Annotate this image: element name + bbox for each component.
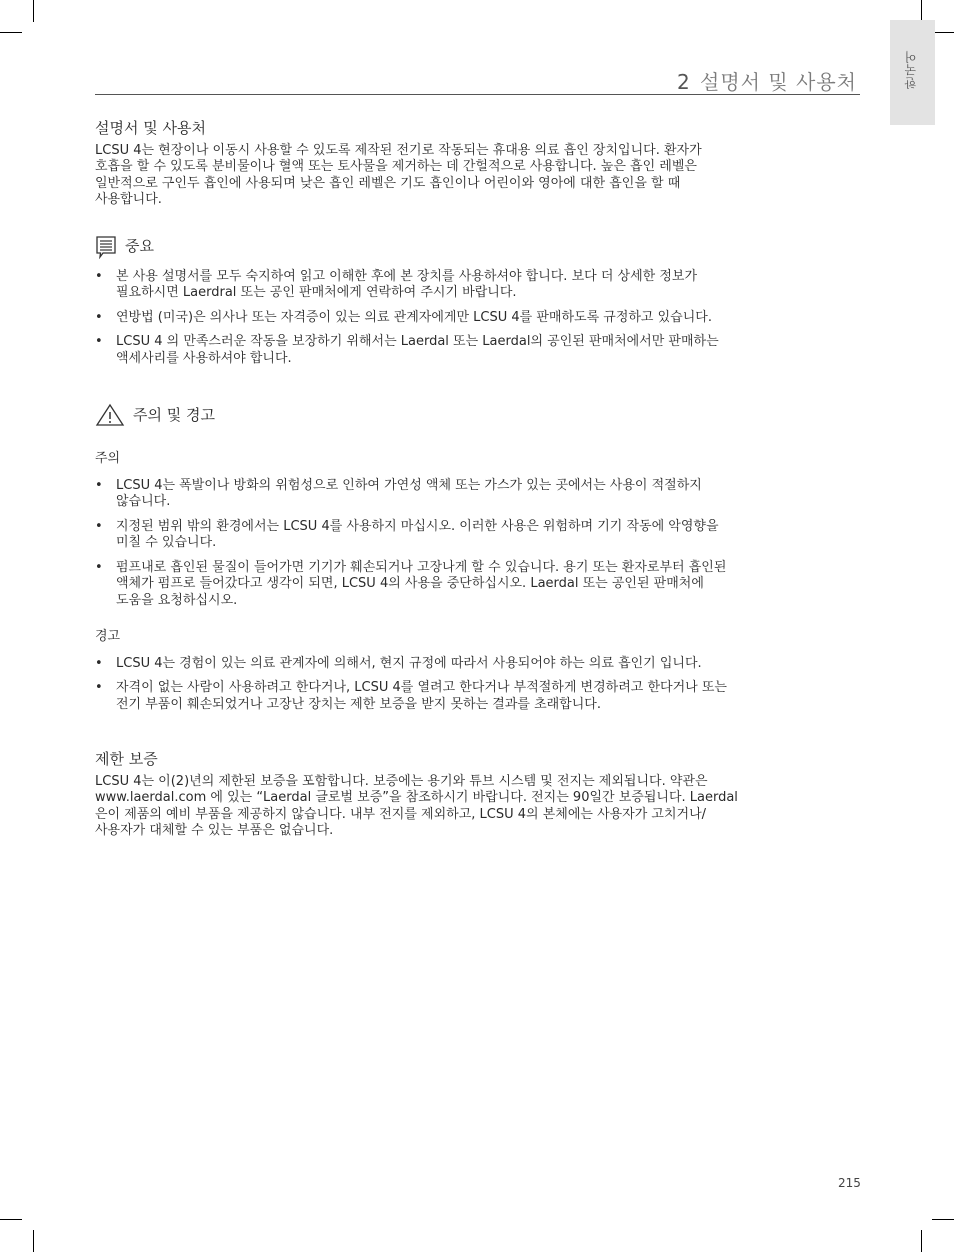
crop-mark [932,32,954,33]
cautions-warnings-section [95,403,855,713]
text-line: 도움을 요청하십시오. [116,592,238,608]
page-number: 215 [838,1176,861,1190]
text-line: LCSU 4는 경험이 있는 의료 관계자에 의해서, 현지 규정에 따라서 사용되어야 하는 의료 흡인기 입니다. [116,655,702,671]
warranty-text [95,774,855,840]
header-divider [95,94,860,95]
list-item [95,519,855,552]
warning-label: 경고 [95,629,121,644]
warranty-heading: 제한 보증 [95,750,158,768]
description-heading: 설명서 및 사용처 [95,119,206,137]
text-line: 미칠 수 있습니다. [116,535,217,550]
text-line: 은이 제품의 예비 부품을 제공하지 않습니다. 내부 전지를 제외하고, LCSU 4의 본체에는 사용자가 고치거나/ [95,806,707,822]
list-item [95,680,855,713]
chapter-title: 설명서 및 사용처 [700,70,857,94]
crop-mark [921,0,922,22]
crop-mark [33,0,34,22]
crop-mark [921,1230,922,1252]
important-section [95,235,855,368]
list-item [95,656,855,673]
text-line: 액체가 펌프로 들어갔다고 생각이 되면, LCSU 4의 사용을 중단하십시오. Laerdal 또는 공인된 판매처에 [116,576,704,591]
text-line: 본 사용 설명서를 모두 숙지하여 읽고 이해한 후에 본 장치를 사용하셔야 합니다. 보다 더 상세한 정보가 [116,268,697,284]
cautions-heading: 주의 및 경고 [133,405,215,424]
page-header-title [677,66,857,95]
list-item [95,269,855,302]
description-section [95,120,855,209]
text-line: 일반적으로 구인두 흡인에 사용되며 낮은 흡인 레벨은 기도 흡인이나 어린이와 영아에 대한 흡인을 할 때 [95,175,681,191]
text-line: LCSU 4 의 만족스러운 작동을 보장하기 위해서는 Laerdal 또는 Laerdal의 공인된 판매처에서만 판매하는 [116,334,719,349]
warning-triangle-icon [95,403,125,427]
text-line: LCSU 4는 폭발이나 방화의 위험성으로 인하여 가연성 액체 또는 가스가 있는 곳에서는 사용이 적절하지 [116,477,702,493]
text-line: 액세사리를 사용하셔야 합니다. [116,350,292,366]
text-line: 않습니다. [116,494,171,509]
crop-mark [33,1230,34,1252]
caution-label: 주의 [95,451,121,466]
text-line: 사용합니다. [95,192,162,207]
text-line: 자격이 없는 사람이 사용하려고 한다거나, LCSU 4를 열려고 한다거나 부적절하게 변경하려고 한다거나 또는 [116,680,727,695]
caution-list [95,478,855,610]
warranty-section [95,751,855,840]
text-line: 펌프내로 흡인된 물질이 들어가면 기기가 훼손되거나 고장나게 할 수 있습니다. 용기 또는 환자로부터 흡인된 [116,559,727,575]
crop-mark [932,1219,954,1220]
list-item [95,334,855,367]
language-tab [890,20,935,125]
page-content [95,120,855,840]
list-item [95,560,855,610]
text-line: 호흡을 할 수 있도록 분비물이나 혈액 또는 토사물을 제거하는 데 간헐적으로 사용합니다. 높은 흡인 레벨은 [95,159,697,174]
description-text [95,143,855,209]
warning-list [95,656,855,714]
important-heading: 중요 [125,237,154,256]
language-tab-label: 한국어 [904,50,918,89]
text-line: 필요하시면 Laerdral 또는 공인 판매처에게 연락하여 주시기 바랍니다. [116,285,517,300]
list-item [95,478,855,511]
important-heading-row [95,235,855,259]
text-line: 사용자가 대체할 수 있는 부품은 없습니다. [95,823,334,838]
text-line: LCSU 4는 이(2)년의 제한된 보증을 포함합니다. 보증에는 용기와 튜브 시스템 및 전지는 제외됩니다. 약관은 [95,773,708,789]
cautions-heading-row [95,403,855,427]
text-line: 전기 부품이 훼손되었거나 고장난 장치는 제한 보증을 받지 못하는 결과를 초래합니다. [116,696,601,712]
chapter-number: 2 [676,70,691,94]
crop-mark [0,1219,22,1220]
text-line: LCSU 4는 현장이나 이동시 사용할 수 있도록 제작된 전기로 작동되는 휴대용 의료 흡인 장치입니다. 환자가 [95,142,702,158]
text-line: www.laerdal.com 에 있는 “Laerdal 글로벌 보증”을 참조하시기 바랍니다. 전지는 90일간 보증됩니다. Laerdal [95,790,738,805]
text-line: 지정된 범위 밖의 환경에서는 LCSU 4를 사용하지 마십시오. 이러한 사용은 위험하며 기기 작동에 악영향을 [116,518,719,534]
note-icon [95,235,117,259]
crop-mark [0,32,22,33]
list-item [95,310,855,327]
important-list [95,269,855,368]
text-line: 연방법 (미국)은 의사나 또는 자격증이 있는 의료 관계자에게만 LCSU 4를 판매하도록 규정하고 있습니다. [116,309,712,325]
